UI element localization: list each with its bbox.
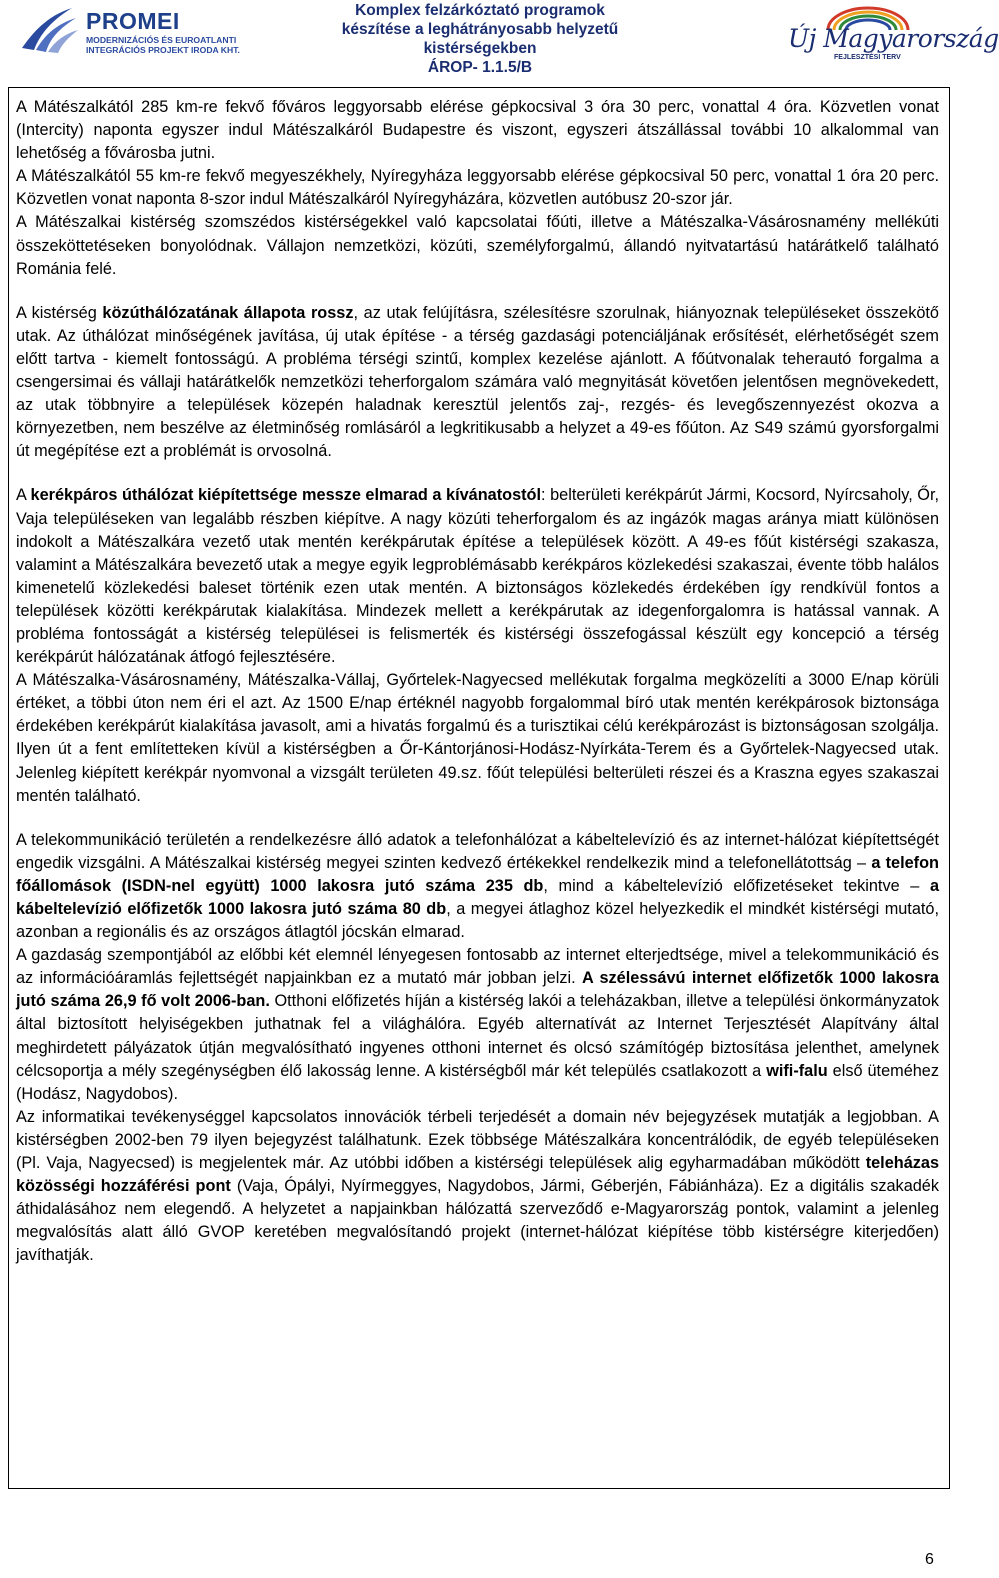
promei-subtitle-line2: INTEGRÁCIÓS PROJEKT IRODA KHT. xyxy=(86,45,240,55)
paragraph-road-network: A kistérség közúthálózatának állapota rossz, az utak felújításra, szélesítésre szorulnak, hiányoznak településeket összekötő utak. Az úthálózat minőségének javítása, új utak építése - a térség gazdasági potenciáljának erősítését, elérhetőségét szem előtt tartva - kiemelt fontosságú. A probléma térségi szintű, komplex kezelése ajánlott. A főútvonalak teherautó forgalma a csengersimai és vállaji határátkelők nemzetközi teherforgalom számára való megnyitását követően jelentősen megnövekedett, az utak többnyire a települések közepén haladnak keresztül jelentős zaj-, rezgés- és levegőszennyezést okozva a környezetben, nem beszélve az életminőség romlásáról a legkritikusabb a helyzet a 49-es főúton. Az S49 számú gyorsforgalmi út megépítése ezt a problémát is orvosolná. xyxy=(16,303,939,461)
promei-subtitle xyxy=(86,35,240,55)
paragraph-internet: A gazdaság szempontjából az előbbi két elemnél lényegesen fontosabb az internet elterjedtsége, mivel a telekommunikáció és az információáramlás fejlettségét napjainkban ez a mutató már jobban jelzi. A szélessávú internet előfizetők 1000 lakosra jutó száma 26,9 fő volt 2006-ban. Otthoni előfizetés híján a kistérség lakói a teleházakban, illetve a települési önkormányzatok által biztosított helyiségekben juthatnak fel a világhálóra. Egyéb alternatívát az Internet Terjesztését Alapítvány által meghirdetett pályázatok útján megvalósítható ingyenes otthoni internet és olcsó számítógép biztosítása jelenthet, amelynek célcsoportja a mély szegénységben élő lakosság lenne. A kistérségből már két település csatlakozott a wifi-falu első üteméhez (Hodász, Nagydobos). xyxy=(16,946,939,1103)
wifi-falu-highlight: wifi-falu xyxy=(766,1061,828,1080)
program-title-line1: Komplex felzárkóztató programok xyxy=(355,2,605,19)
page-number: 6 xyxy=(925,1551,934,1568)
paragraph-budapest-access: A Mátészalkától 285 km-re fekvő főváros leggyorsabb elérése gépkocsival 3 óra 30 perc, vonattal 4 óra. Közvetlen vonat (Intercity) naponta egyszer indul Mátészalkáról Budapestre és viszont, egyszeri átszállással további 10 alkalommal van lehetőség a fővárosba jutni. xyxy=(16,98,939,163)
paragraph-domain-innovation: Az informatikai tevékenységgel kapcsolatos innovációk térbeli terjedését a domain név bejegyzések mutatják a legjobban. A kistérségben 2002-ben 79 ilyen bejegyzést találhatunk. Ezek többsége Mátészalkára koncentrálódik, de egyéb településeken (Pl. Vaja, Nagyecsed) is megjelentek már. Az utóbbi időben a kistérségi települések alig egyharmadában működött teleházas közösségi hozzáférési pont (Vaja, Ópályi, Nyírmeggyes, Nagydobos, Jármi, Géberjén, Fábiánháza). Ez a digitális szakadék áthidalásához nem elegendő. A helyzetet a napjainkban hálózattá szerveződő e-Magyarország pontok, valamint a jelenleg megvalósítás alatt álló GVOP keretében megvalósítandó projekt (internet-hálózat kiépítése több kistérségre kiterjedően) javíthatják. xyxy=(16,1107,939,1265)
paragraph-bicycle-network: A kerékpáros úthálózat kiépítettsége messze elmarad a kívánatostól: belterületi kerékpárút Jármi, Kocsord, Nyírcsaholy, Őr, Vaja településeken van legalább részben kiépítve. A nagy közúti teherforgalom és az ingázók magas aránya miatt különösen indokolt a Mátészalkára vezető utak mentén kerékpárutak építése a települések között. A 49-es főút kistérségi szakasza, valamint a Mátészalkára bevezető utak a megye egyik legproblémásabb kerékpáros közlekedési szakaszai, évente több halálos kimenetelű közlekedési baleset történik ezen utak mentén. A biztonságos közlekedés érdekében így rendkívül fontos a települések közötti kerékpárutak kialakítása. Mindezek mellett a kerékpárutak az idegenforgalomra is hatással vannak. A probléma fontosságát a kistérség települései is felismerték és kistérségi összefogással készült egy koncepció a térség kerékpárút hálózatának átfogó fejlesztésére. xyxy=(16,486,940,667)
fejlesztesi-terv-tagline: FEJLESZTÉSI TERV xyxy=(834,54,901,61)
program-title xyxy=(300,1,660,77)
telehaz-access-highlight: teleházas közösségi hozzáférési pont xyxy=(16,1154,939,1196)
promei-subtitle-line1: MODERNIZÁCIÓS ÉS EUROATLANTI xyxy=(86,35,237,45)
paragraph-telecommunication: A telekommunikáció területén a rendelkezésre álló adatok a telefonhálózat a kábeltelevízió és az internet-hálózat kiépítettségét engedik vizsgálni. A Mátészalkai kistérség megyei szinten kedvező értékekkel rendelkezik mind a telefonellátottság – a telefon főállomások (ISDN-nel együtt) 1000 lakosra jutó száma 235 db, mind a kábeltelevízió előfizetéseket tekintve – a kábeltelevízió előfizetők 1000 lakosra jutó száma 80 db, a megyei átlaghoz közel helyezkedik el mindkét kistérségi mutató, azonban a regionális és az országos átlagtól jócskán elmarad. xyxy=(16,830,940,942)
program-title-line2: készítése a leghátrányosabb helyzetű xyxy=(341,21,619,38)
document-body xyxy=(16,96,939,1268)
paragraph-nyiregyhaza-access: A Mátészalkától 55 km-re fekvő megyeszékhely, Nyíregyháza leggyorsabb elérése gépkocsival 50 perc, vonattal 1 óra 20 perc. Közvetlen vonat naponta 8-szor indul Mátészalkáról Nyíregyházára, közvetlen autóbusz 20-szor jár. xyxy=(16,167,939,209)
uj-magyarorszag-logo xyxy=(788,2,999,72)
program-title-line3: kistérségekben xyxy=(423,40,537,57)
road-network-highlight: közúthálózatának állapota rossz xyxy=(102,303,354,322)
page-header xyxy=(0,0,999,88)
paragraph-traffic-volumes: A Mátészalka-Vásárosnamény, Mátészalka-Vállaj, Győrtelek-Nagyecsed mellékutak forgalma megközelíti a 3000 E/nap körüli értéket, a többi úton nem éri el azt. Az 1500 E/nap értéknél nagyobb forgalommal bíró utak mentén kerékpárosok biztonsága érdekében kerékpárút kialakítása javasolt, ami a hivatás forgalmú és a turisztikai célú kerékpározást is biztonságosan szolgálja. Ilyen út a fent említetteken kívül a kistérségben a Őr-Kántorjánosi-Hodász-Nyírkáta-Terem és a Győrtelek-Nagyecsed utak. Jelenleg kiépített kerékpár nyomvonal a vizsgált területen 49.sz. főút települési belterületi részei és a Kraszna egyes szakaszai mentén található. xyxy=(16,671,939,805)
uj-magyarorszag-wordmark: Új Magyarország xyxy=(788,24,999,53)
paragraph-neighbour-connections: A Mátészalkai kistérség szomszédos kistérségekkel való kapcsolatai főúti, illetve a Mátészalka-Vásárosnamény mellékúti összeköttetéseken bonyolódnak. Vállajon nemzetközi, közúti, személyforgalmú, állandó nyitvatartású határátkelő található Románia felé. xyxy=(16,213,939,278)
promei-logo xyxy=(16,4,266,56)
cable-tv-stat-highlight: a kábeltelevízió előfizetők 1000 lakosra jutó száma 80 db xyxy=(16,876,940,918)
bicycle-network-highlight: kerékpáros úthálózat kiépítettsége messze elmarad a kívánatostól xyxy=(30,486,542,505)
broadband-stat-highlight: A szélessávú internet előfizetők 1000 lakosra jutó száma 26,9 fő volt 2006-ban. xyxy=(16,969,939,1011)
promei-swoosh-icon xyxy=(16,4,80,54)
promei-brand: PROMEI xyxy=(86,8,180,34)
telephone-stat-highlight: a telefon főállomások (ISDN-nel együtt) 1000 lakosra jutó száma 235 db xyxy=(16,853,939,895)
program-code: ÁROP- 1.1.5/B xyxy=(427,59,533,76)
